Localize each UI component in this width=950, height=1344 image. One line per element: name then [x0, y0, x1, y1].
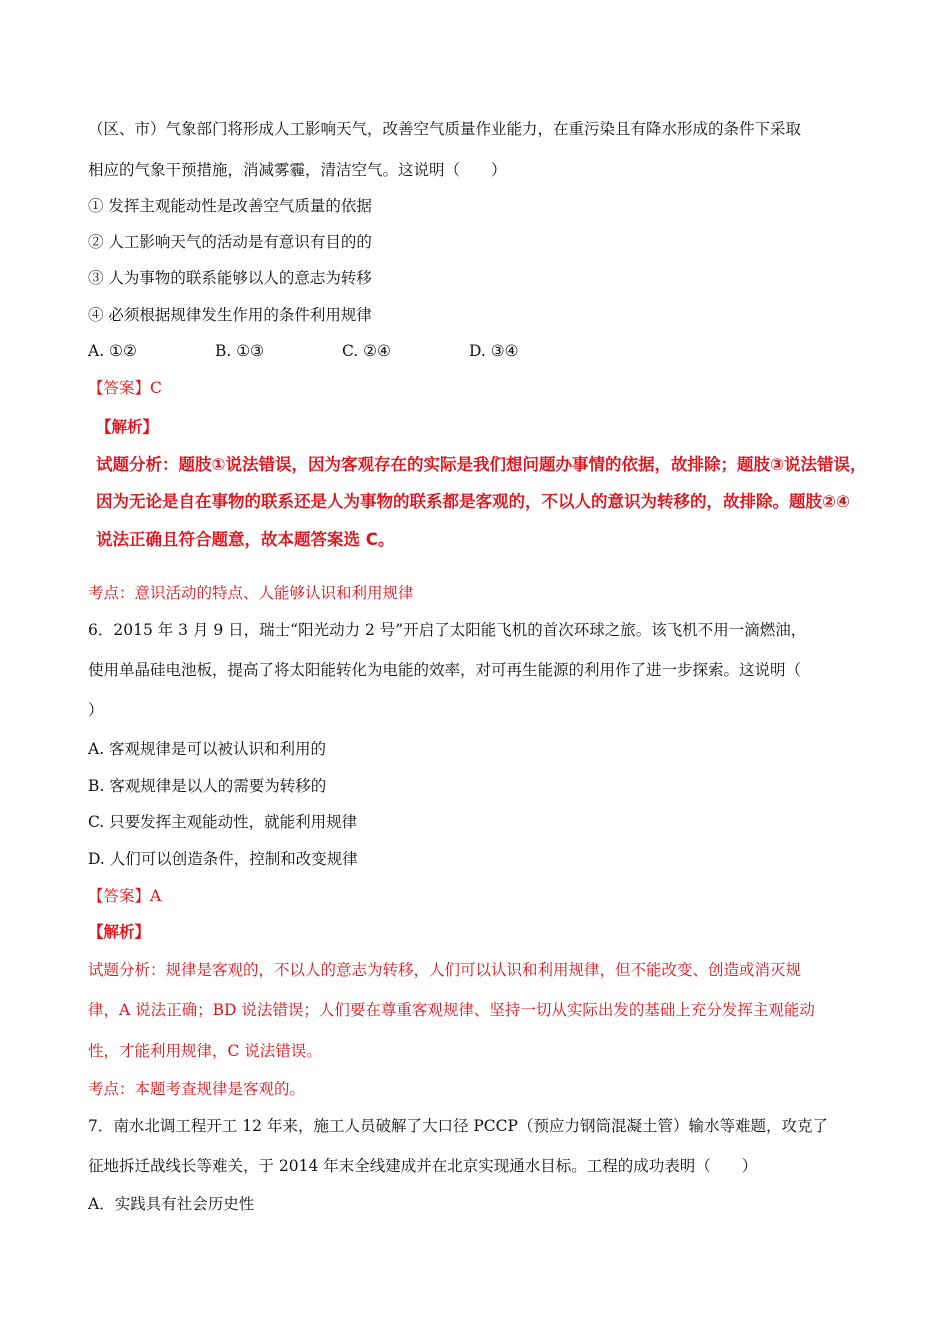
q5-answer-value: C	[150, 379, 162, 397]
q6-answer-value: A	[150, 887, 162, 905]
q5-item-2: ② 人工影响天气的活动是有意识有目的的	[88, 233, 372, 251]
q5-analysis-line-3: 说法正确且符合题意，故本题答案选 C。	[96, 530, 395, 549]
q5-analysis-line-1: 试题分析：题肢①说法错误，因为客观存在的实际是我们想问题办事情的依据，故排除；题肢③说法错误，	[96, 455, 867, 474]
q6-answer-label: 【答案】	[88, 887, 151, 905]
q7-stem-line-2: 征地拆迁战线长等难关，于 2014 年末全线建成并在北京实现通水目标。工程的成功表明（ ）	[88, 1157, 758, 1175]
q5-option-b: B. ①③	[215, 342, 265, 360]
q5-analysis-label: 【解析】	[96, 417, 159, 436]
q5-options	[88, 341, 596, 361]
q5-stem-line-1: （区、市）气象部门将形成人工影响天气，改善空气质量作业能力，在重污染且有降水形成的条件下采取	[88, 120, 802, 138]
q5-answer-label: 【答案】	[88, 379, 151, 397]
q6-option-d: D. 人们可以创造条件，控制和改变规律	[88, 850, 358, 868]
q5-option-d: D. ③④	[469, 342, 519, 360]
q6-stem-line-2: 使用单晶硅电池板，提高了将太阳能转化为电能的效率，对可再生能源的利用作了进一步探索。这说明（	[88, 661, 802, 679]
q5-analysis-line-2: 因为无论是自在事物的联系还是人为事物的联系都是客观的，不以人的意识为转移的，故排除。题肢②④	[96, 492, 850, 511]
q5-kaodian: 考点：意识活动的特点、人能够认识和利用规律	[88, 584, 414, 602]
q6-analysis-line-3: 性，才能利用规律，C 说法错误。	[88, 1042, 322, 1060]
q7-option-a: A．实践具有社会历史性	[88, 1195, 255, 1213]
q5-item-4: ④ 必须根据规律发生作用的条件利用规律	[88, 306, 372, 324]
q7-stem-line-1: 7．南水北调工程开工 12 年来，施工人员破解了大口径 PCCP（预应力钢筒混凝土管）输水等难题，攻克了	[88, 1117, 828, 1135]
q6-option-c: C. 只要发挥主观能动性，就能利用规律	[88, 813, 358, 831]
q5-option-c: C. ②④	[342, 342, 391, 360]
q6-stem-line-1: 6．2015 年 3 月 9 日，瑞士“阳光动力 2 号”开启了太阳能飞机的首次环球之旅。该飞机不用一滴燃油，	[88, 621, 807, 639]
q6-kaodian: 考点：本题考查规律是客观的。	[88, 1080, 306, 1098]
q6-stem-line-3: ）	[88, 701, 104, 719]
q5-option-a: A. ①②	[88, 342, 137, 360]
q6-analysis-label: 【解析】	[88, 922, 151, 941]
q6-option-b: B. 客观规律是以人的需要为转移的	[88, 777, 327, 795]
q5-item-3: ③ 人为事物的联系能够以人的意志为转移	[88, 269, 372, 287]
q5-stem-line-2: 相应的气象干预措施，消减雾霾，清洁空气。这说明（ ）	[88, 161, 507, 179]
q5-item-1: ① 发挥主观能动性是改善空气质量的依据	[88, 197, 372, 215]
q6-analysis-line-2: 律，A 说法正确；BD 说法错误；人们要在尊重客观规律、坚持一切从实际出发的基础上充分发挥主观能动	[88, 1001, 815, 1019]
q6-option-a: A. 客观规律是可以被认识和利用的	[88, 740, 327, 758]
q6-answer	[88, 886, 161, 906]
q6-analysis-line-1: 试题分析：规律是客观的，不以人的意志为转移，人们可以认识和利用规律，但不能改变、创造或消灭规	[88, 961, 802, 979]
q5-answer	[88, 378, 162, 398]
